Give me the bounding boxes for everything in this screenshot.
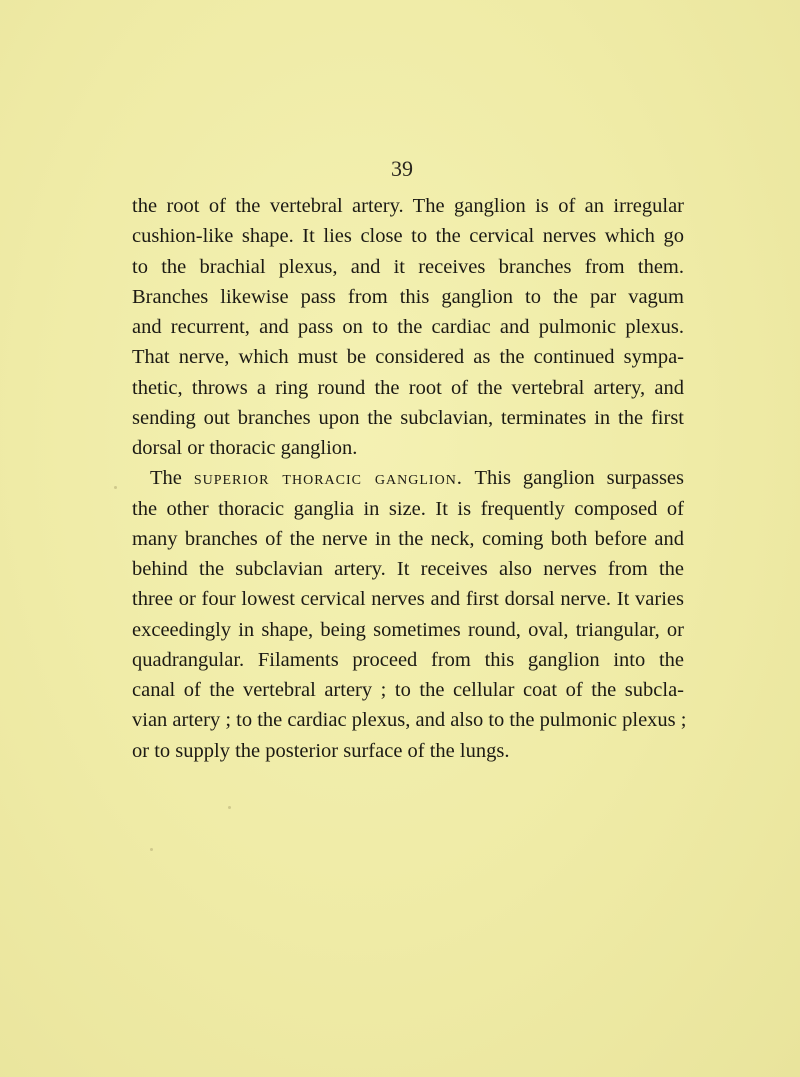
text-line: the other thoracic ganglia in size. It is frequently composed of: [132, 497, 684, 520]
text-line: to the brachial plexus, and it receives branches from them.: [132, 255, 684, 278]
text-line: behind the subclavian artery. It receives also nerves from the: [132, 558, 684, 580]
text-line: vian artery ; to the cardiac plexus, and also to the pulmonic plexus ;: [132, 709, 687, 732]
paper-speck: [150, 848, 153, 851]
paper-speck: [228, 806, 231, 809]
paragraph-1: [132, 191, 684, 463]
text-line: quadrangular. Filaments proceed from this ganglion into the: [132, 648, 684, 671]
text-line: three or four lowest cervical nerves and first dorsal nerve. It varies: [132, 588, 684, 611]
text-line: thetic, throws a ring round the root of the vertebral artery, and: [132, 376, 684, 399]
text-line: canal of the vertebral artery ; to the cellular coat of the subcla-: [132, 679, 684, 701]
body-text: [132, 191, 687, 766]
text-line: sending out branches upon the subclavian, terminates in the first: [132, 406, 684, 429]
text-line: and recurrent, and pass on to the cardiac and pulmonic plexus.: [132, 316, 684, 338]
section-heading: superior thoracic ganglion.: [193, 467, 463, 490]
paragraph-2: [132, 463, 687, 766]
page-number: 39: [391, 156, 413, 181]
text-line-first: [132, 463, 684, 493]
first-line-rest: This ganglion surpasses: [474, 467, 685, 490]
text-line: the root of the vertebral artery. The ganglion is of an irregular: [132, 195, 684, 217]
paper-speck: [114, 486, 117, 489]
text-line: dorsal or thoracic ganglion.: [132, 437, 358, 459]
text-line: many branches of the nerve in the neck, coming both before and: [132, 527, 684, 550]
text-line: or to supply the posterior surface of the lungs.: [132, 739, 510, 762]
text-line: cushion-like shape. It lies close to the cervical nerves which go: [132, 225, 684, 248]
text-line: Branches likewise pass from this ganglion to the par vagum: [132, 285, 684, 308]
text-line: exceedingly in shape, being sometimes round, oval, triangular, or: [132, 618, 684, 641]
lead-word: The: [150, 467, 182, 490]
text-line: That nerve, which must be considered as the continued sympa-: [132, 346, 684, 369]
